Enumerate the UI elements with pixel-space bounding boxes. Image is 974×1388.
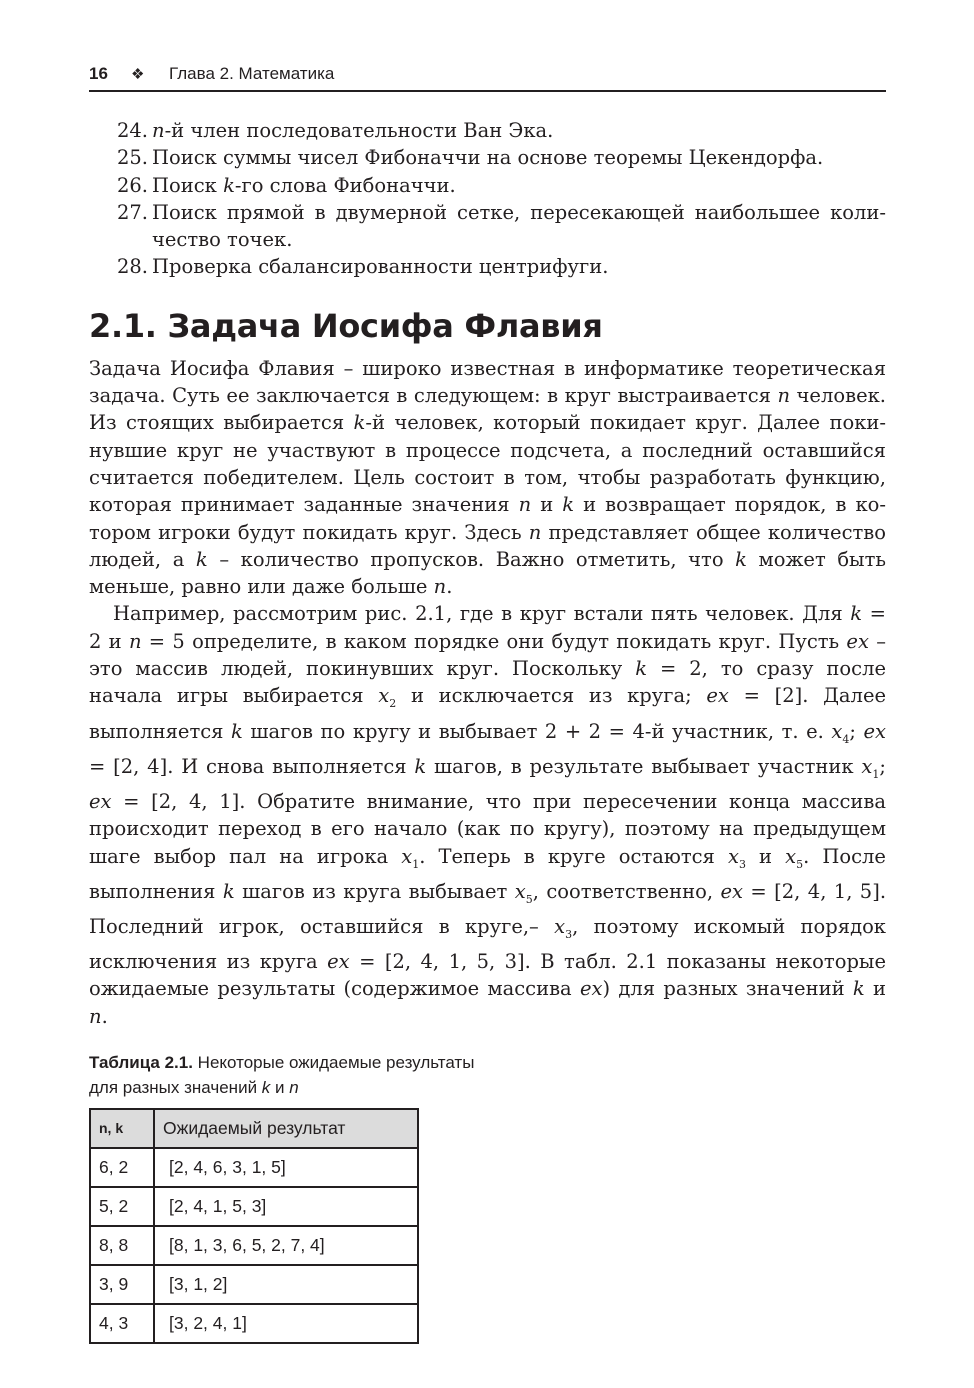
list-number: 25. — [116, 146, 148, 170]
list-text: Проверка сбалансированности центрифуги. — [152, 255, 609, 279]
table-row — [90, 1265, 418, 1304]
list-number: 26. — [116, 173, 148, 197]
book-page — [89, 64, 886, 1344]
list-text: Поиск прямой в двумерной сетке, пересекающей наибольшее количество точек. — [152, 200, 886, 252]
running-header — [89, 64, 886, 92]
list-number: 24. — [116, 119, 148, 142]
numbered-list — [89, 117, 886, 281]
header-expected: Ожидаемый результат — [154, 1109, 418, 1148]
table-caption: Таблица 2.1. Некоторые ожидаемые результаты для разных значений k и n — [89, 1052, 475, 1097]
list-item — [89, 144, 886, 171]
paragraph-intro: Задача Иосифа Флавия – широко известная в информатике теоретическая задача. Суть ее заключается в следующем: в круг выстраивается n человек. Из стоящих выбирается k-й человек, который покидает круг. Далее покинувшие круг не участвуют в процессе подсчета, а последний оставшийся считается победителем. Цель состоит в том, чтобы разработать функцию, которая принимает заданные значения n и k и возвращает порядок, в котором игроки будут покидать круг. Здесь n представляет общее количество людей, а k – количество пропусков. Важно отметить, что k может быть меньше, равно или даже больше n. — [89, 356, 886, 599]
ornament-icon: ❖ — [131, 66, 145, 83]
cell-nk: 5, 2 — [90, 1187, 154, 1226]
results-table — [89, 1108, 419, 1344]
list-text: n-й член последовательности Ван Экa. — [152, 119, 554, 142]
chapter-title: Глава 2. Математика — [169, 64, 335, 83]
list-number: 27. — [116, 200, 148, 224]
cell-nk: 4, 3 — [90, 1304, 154, 1343]
cell-nk: 8, 8 — [90, 1226, 154, 1265]
cell-result: [3, 2, 4, 1] — [154, 1304, 418, 1343]
cell-result: [2, 4, 1, 5, 3] — [154, 1187, 418, 1226]
list-item — [89, 253, 886, 280]
cell-nk: 6, 2 — [90, 1148, 154, 1187]
cell-result: [3, 1, 2] — [154, 1265, 418, 1304]
header-nk: n, k — [90, 1109, 154, 1148]
list-item — [89, 172, 886, 199]
list-item — [89, 199, 886, 254]
list-number: 28. — [116, 255, 148, 279]
table-row — [90, 1226, 418, 1265]
table-header-row — [90, 1109, 418, 1148]
table-row — [90, 1304, 418, 1343]
list-text: Поиск суммы чисел Фибоначчи на основе теоремы Цекендорфа. — [152, 146, 824, 170]
section-heading: 2.1. Задача Иосифа Флавия — [89, 306, 603, 345]
table-row — [90, 1148, 418, 1187]
list-text: Поиск k-го слова Фибоначчи. — [152, 173, 456, 197]
list-item — [89, 117, 886, 144]
cell-nk: 3, 9 — [90, 1265, 154, 1304]
table-row — [90, 1187, 418, 1226]
paragraph-example: Например, рассмотрим рис. 2.1, где в круг встали пять человек. Для k = 2 и n = 5 определите, в каком порядке они будут покидать круг. Пусть ex – это массив людей, покинувших круг. Поскольку k = 2, то сразу после начала игры выбирается $x_2$ и исключается из круга; ex = [2]. Далее выполняется k шагов по кругу и выбывает 2 + 2 = 4-й участник, т. е. $x_4$; ex = [2, 4]. И снова выполняется k шагов, в результате выбывает участник $x_1$; ex = [2, 4, 1]. Обратите внимание, что при пересечении конца массива происходит переход в его начало (как по кругу), поэтому на предыдущем шаге выбор пал на игрока $x_1$. Теперь в круге остаются $x_3$ и $x_5$. После выполнения k шагов из круга выбывает $x_5$, соответственно, ex = [2, 4, 1, 5]. Последний игрок, оставшийся в круге,– $x_3$, поэтому искомый порядок исключения из круга ex = [2, 4, 1, 5, 3]. В табл. 2.1 показаны некоторые ожидаемые результаты (содержимое массива ex) для разных значений k и n. — [89, 602, 887, 1028]
cell-result: [8, 1, 3, 6, 5, 2, 7, 4] — [154, 1226, 418, 1265]
page-number: 16 — [89, 64, 108, 83]
cell-result: [2, 4, 6, 3, 1, 5] — [154, 1148, 418, 1187]
